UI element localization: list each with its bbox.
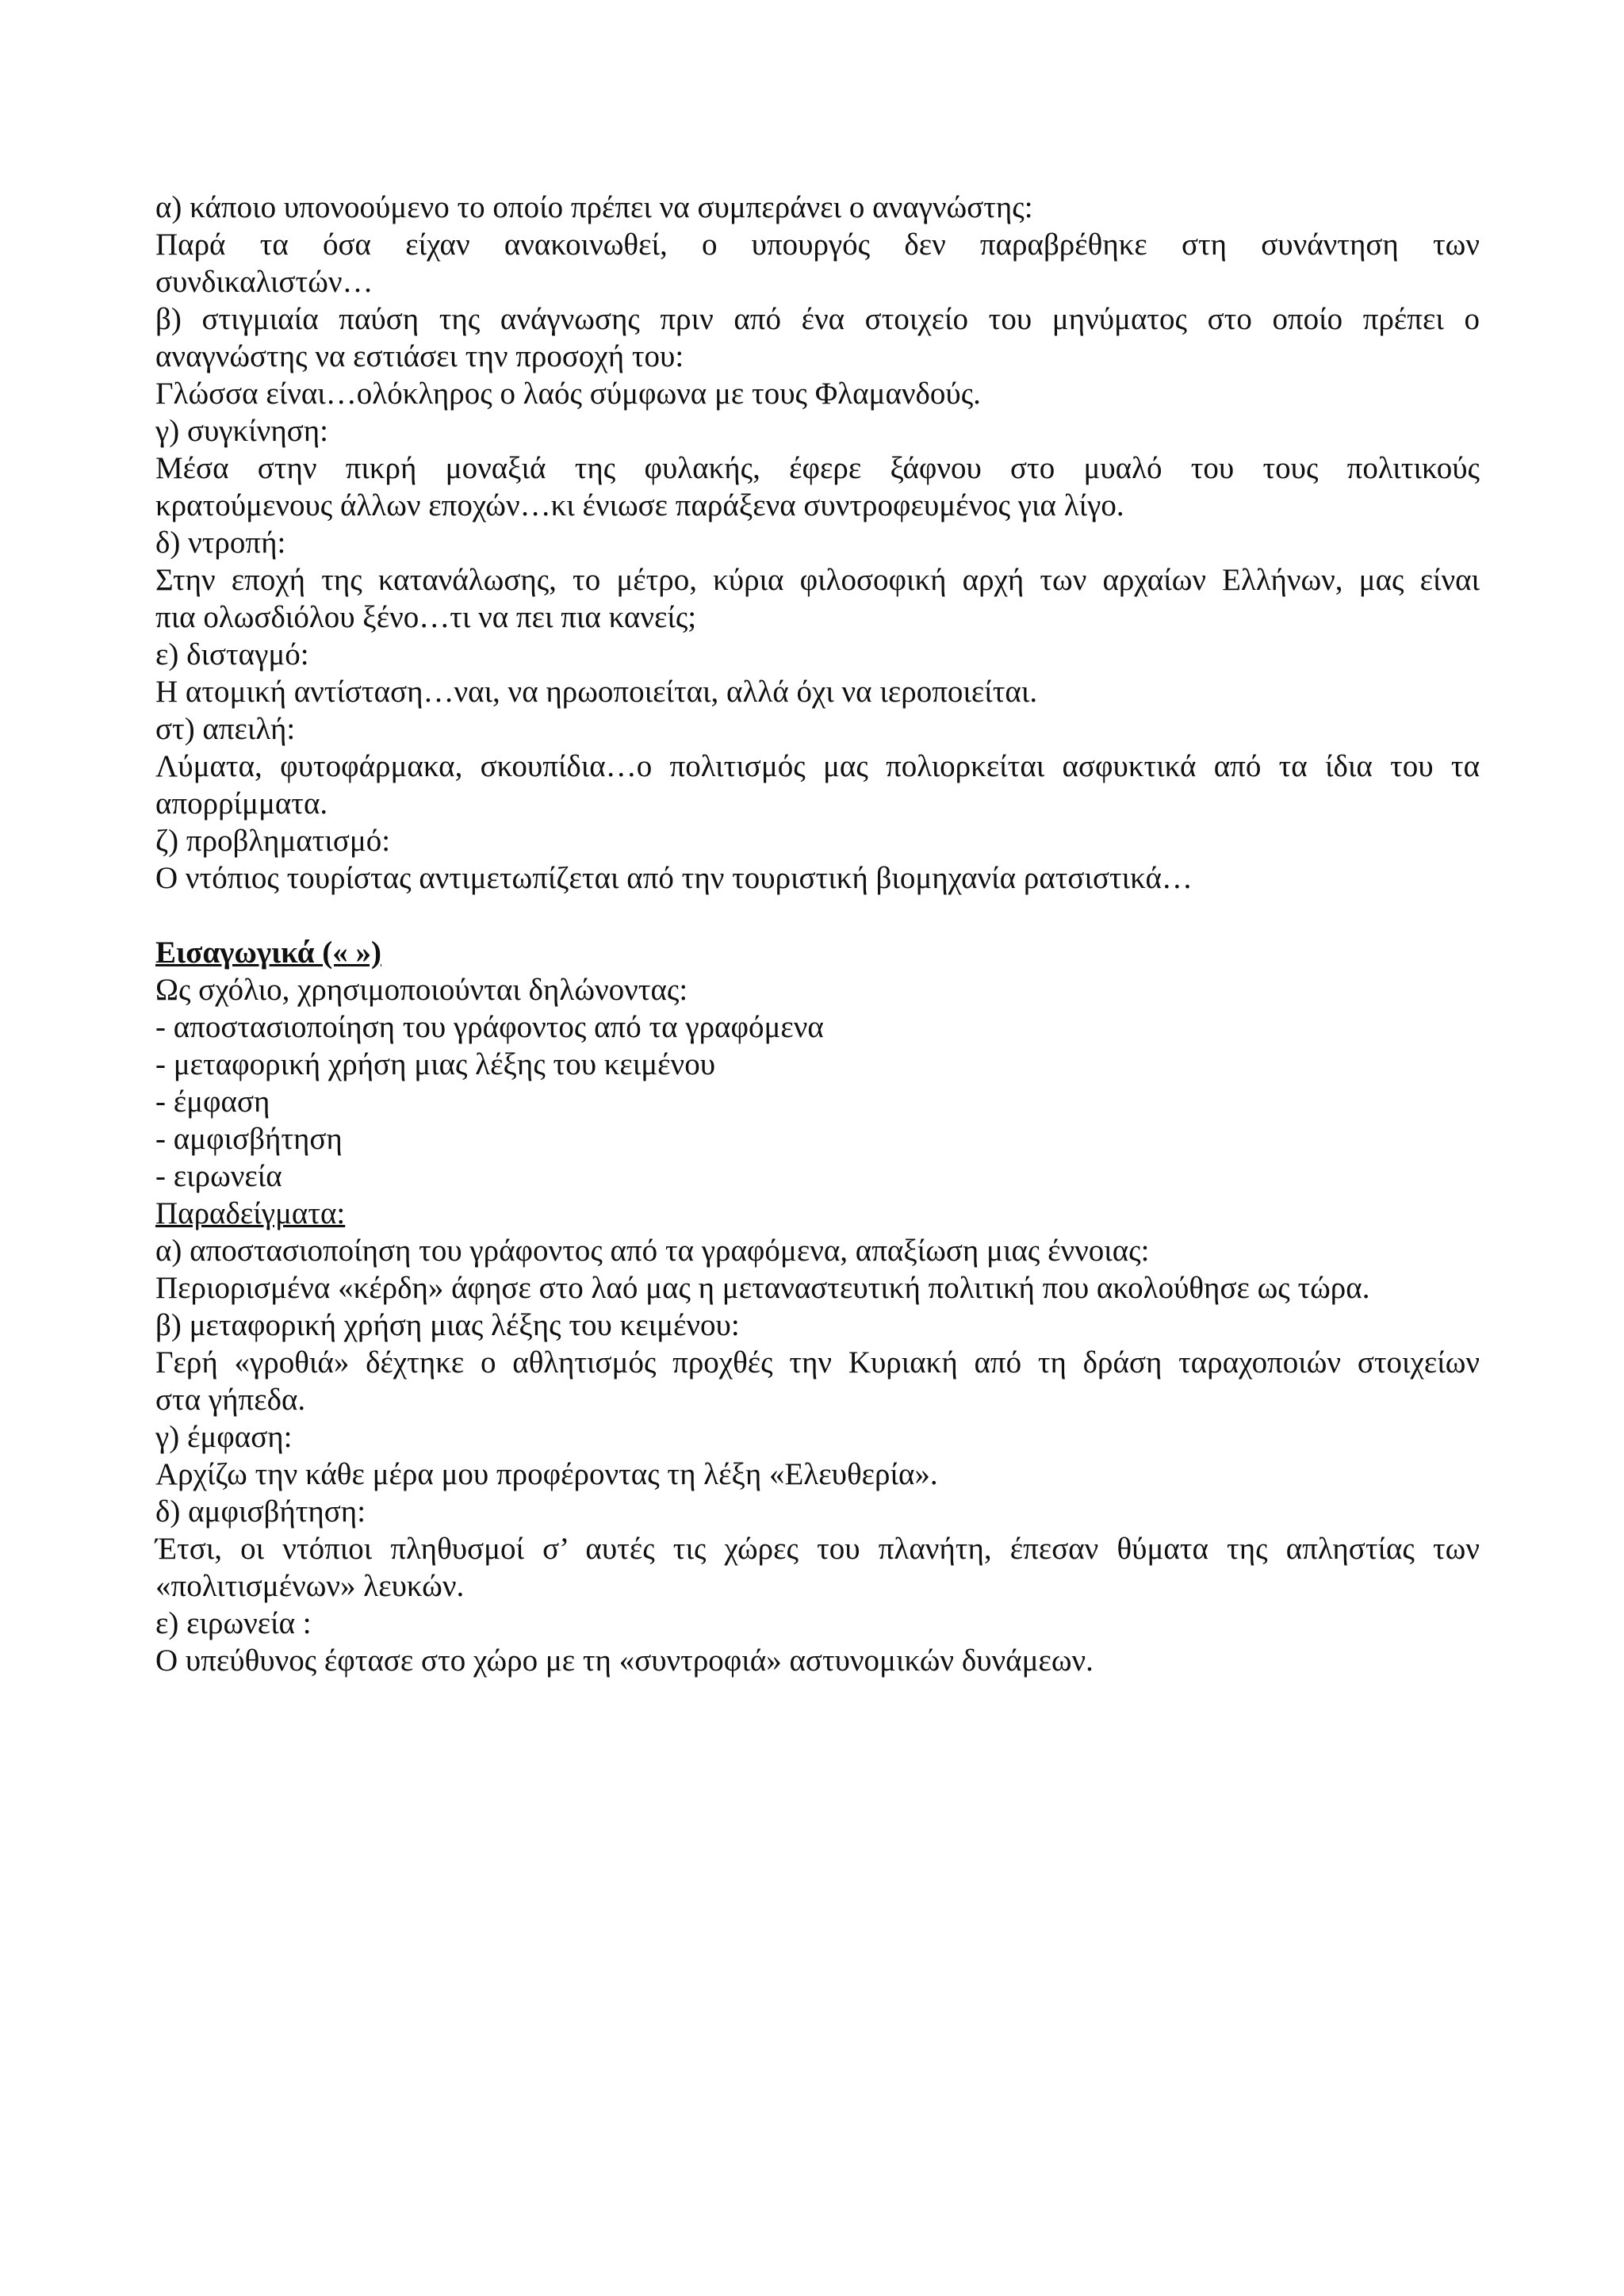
text-line: α) αποστασιοποίηση του γράφοντος από τα γραφόμενα, απαξίωση μιας έννοιας: — [155, 1234, 1150, 1268]
text-line: Περιορισμένα «κέρδη» άφησε στο λαό μας η μεταναστευτική πολιτική που ακολούθησε ως τώρα. — [155, 1271, 1370, 1305]
text-line: Ο υπεύθυνος έφτασε στο χώρο με τη «συντροφιά» αστυνομικών δυνάμεων. — [155, 1644, 1094, 1678]
text-line: ε) ειρωνεία : — [155, 1606, 312, 1640]
text-line: Γερή «γροθιά» δέχτηκε ο αθλητισμός προχθές την Κυριακή από τη δράση ταραχοποιών στοιχείων — [155, 1345, 1480, 1380]
text-line: Αρχίζω την κάθε μέρα μου προφέροντας τη λέξη «Ελευθερία». — [155, 1457, 938, 1491]
text-line: αναγνώστης να εστιάσει την προσοχή του: — [155, 339, 684, 373]
examples-label: Παραδείγματα: — [155, 1196, 346, 1230]
list-item: - ειρωνεία — [155, 1159, 282, 1193]
list-item: - αμφισβήτηση — [155, 1122, 343, 1156]
text-line: στ) απειλή: — [155, 712, 296, 746]
text-line: ε) δισταγμό: — [155, 637, 309, 672]
quotation-marks-section — [155, 934, 1480, 1232]
text-line: Μέσα στην πικρή μοναξιά της φυλακής, έφερε ξάφνου στο μυαλό του τους πολιτικούς — [155, 451, 1480, 485]
rhetorical-uses-section — [155, 189, 1480, 897]
text-line: δ) αμφισβήτηση: — [155, 1494, 366, 1529]
text-line: «πολιτισμένων» λευκών. — [155, 1569, 465, 1603]
examples-list — [155, 1232, 1480, 1679]
text-line: κρατούμενους άλλων εποχών…κι ένιωσε παράξενα συντροφευμένος για λίγο. — [155, 488, 1124, 522]
text-line: γ) συγκίνηση: — [155, 414, 328, 448]
section-heading: Εισαγωγικά (« ») — [155, 936, 381, 970]
text-line: Η ατομική αντίσταση…ναι, να ηρωοποιείται, αλλά όχι να ιεροποιείται. — [155, 675, 1038, 709]
text-line: Στην εποχή της κατανάλωσης, το μέτρο, κύρια φιλοσοφική αρχή των αρχαίων Ελλήνων, μας είναι — [155, 563, 1480, 597]
section-intro: Ως σχόλιο, χρησιμοποιούνται δηλώνοντας: — [155, 973, 688, 1007]
text-line: συνδικαλιστών… — [155, 265, 373, 299]
text-line: β) μεταφορική χρήση μιας λέξης του κειμένου: — [155, 1308, 740, 1342]
list-item: - αποστασιοποίηση του γράφοντος από τα γραφόμενα — [155, 1010, 824, 1044]
text-line: δ) ντροπή: — [155, 526, 286, 560]
text-line: α) κάποιο υπονοούμενο το οποίο πρέπει να συμπεράνει ο αναγνώστης: — [155, 190, 1033, 224]
text-line: Ο ντόπιος τουρίστας αντιμετωπίζεται από την τουριστική βιομηχανία ρατσιστικά… — [155, 861, 1193, 895]
text-line: Γλώσσα είναι…ολόκληρος ο λαός σύμφωνα με τους Φλαμανδούς. — [155, 377, 981, 411]
text-line: ζ) προβληματισμό: — [155, 824, 391, 858]
text-line: β) στιγμιαία παύση της ανάγνωσης πριν από ένα στοιχείο του μηνύματος στο οποίο πρέπει ο — [155, 302, 1480, 336]
text-line: πια ολωσδιόλου ξένο…τι να πει πια κανείς; — [155, 600, 697, 634]
paragraph-gap — [155, 897, 1480, 934]
text-line: Λύματα, φυτοφάρμακα, σκουπίδια…ο πολιτισμός μας πολιορκείται ασφυκτικά από τα ίδια του τα — [155, 749, 1480, 783]
list-item: - έμφαση — [155, 1085, 270, 1119]
text-line: Παρά τα όσα είχαν ανακοινωθεί, ο υπουργός δεν παραβρέθηκε στη συνάντηση των — [155, 228, 1480, 262]
text-line: Έτσι, οι ντόπιοι πληθυσμοί σ’ αυτές τις χώρες του πλανήτη, έπεσαν θύματα της απληστίας των — [155, 1532, 1480, 1566]
text-line: απορρίμματα. — [155, 786, 328, 821]
text-line: στα γήπεδα. — [155, 1383, 306, 1417]
list-item: - μεταφορική χρήση μιας λέξης του κειμένου — [155, 1047, 715, 1081]
document-body — [155, 189, 1480, 1679]
text-line: γ) έμφαση: — [155, 1420, 293, 1454]
